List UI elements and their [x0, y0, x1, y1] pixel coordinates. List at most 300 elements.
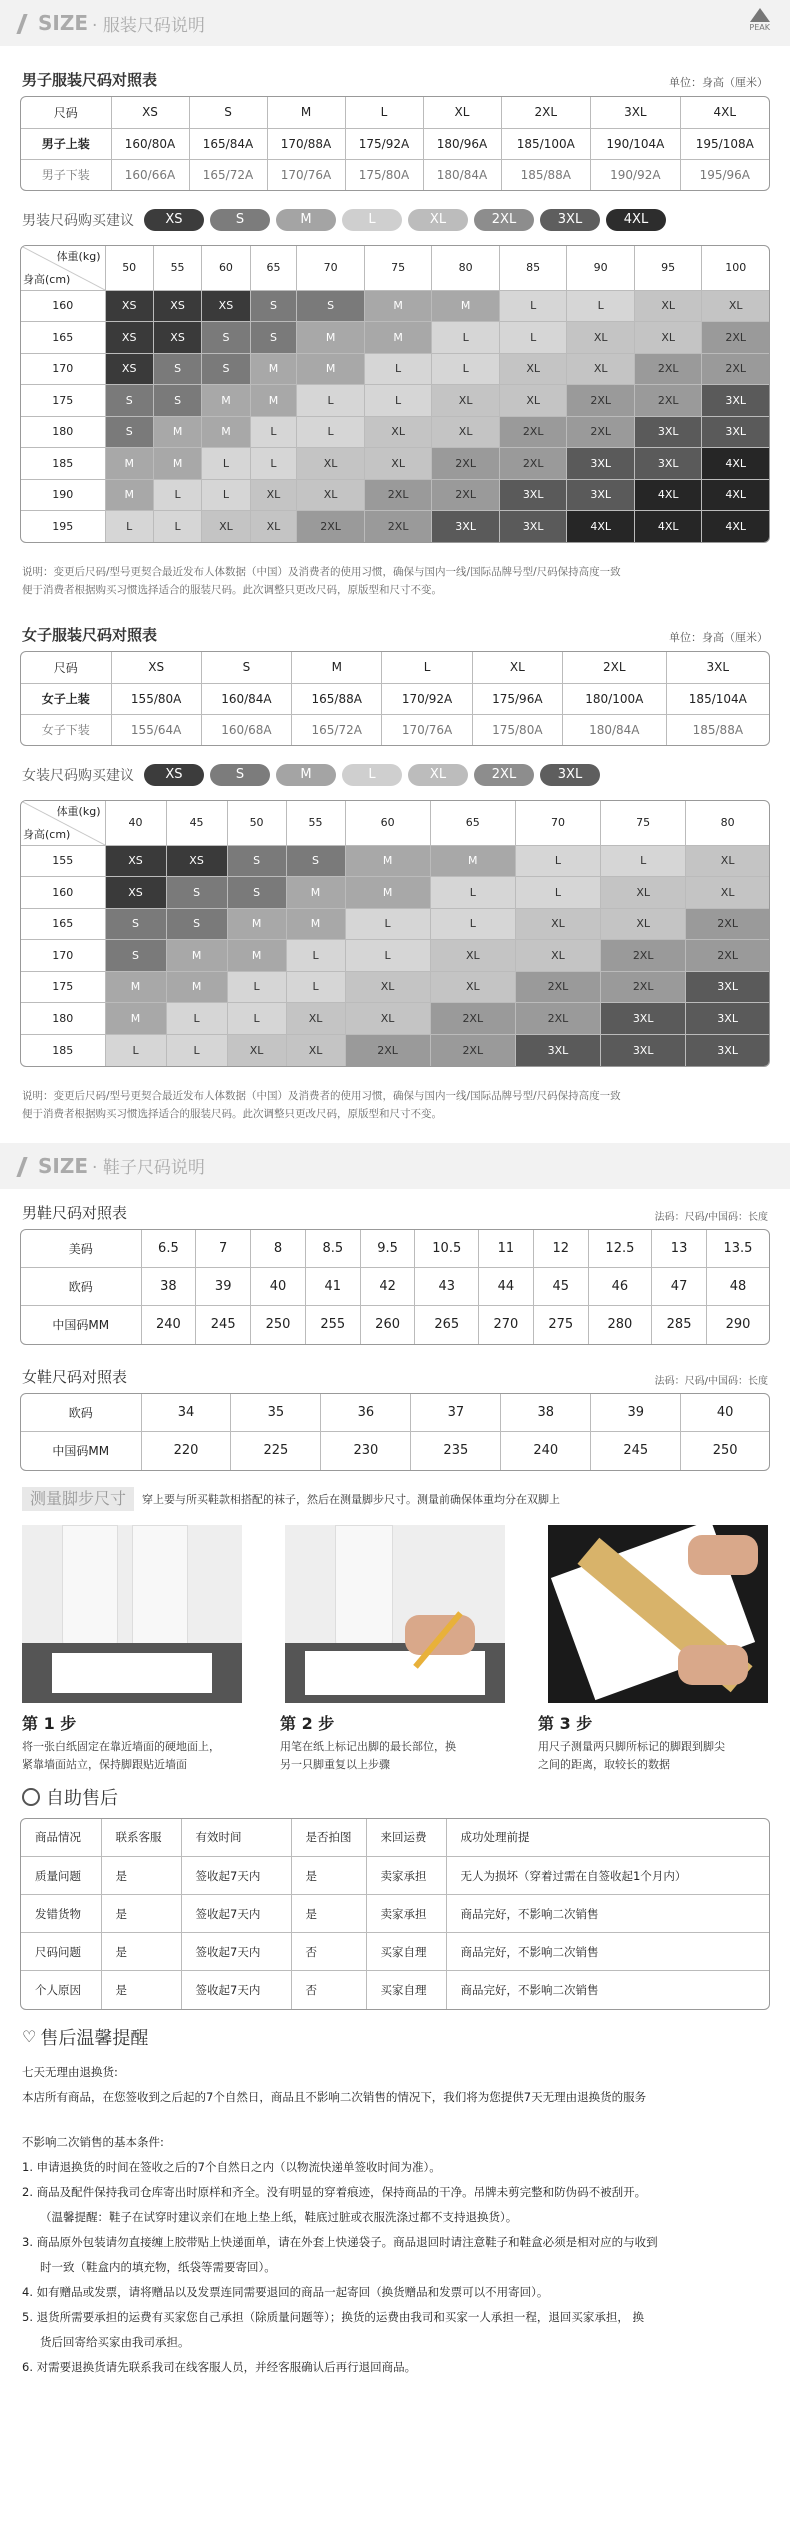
service-cell: 商品完好，不影响二次销售: [446, 1933, 769, 1971]
grid-row: [21, 322, 769, 354]
men-cloth-unit: 单位：身高（厘米）: [669, 76, 768, 89]
table-cell: 195/96A: [680, 159, 769, 190]
height-label: 165: [21, 322, 105, 354]
size-cell: XL: [250, 479, 297, 511]
size-pill-2xl: 2XL: [474, 764, 534, 786]
table-cell: 3XL: [591, 97, 681, 128]
weight-header: 55: [286, 801, 345, 845]
size-pill-xl: XL: [408, 764, 468, 786]
weight-header: 80: [686, 801, 769, 845]
table-cell: 13: [652, 1230, 707, 1268]
men-shoe-unit: 法码：尺码/中国码：长度: [654, 1211, 768, 1223]
tips-item: 货后回寄给买家由我司承担。: [40, 2334, 190, 2349]
table-cell: 245: [591, 1432, 681, 1470]
size-cell: XL: [297, 448, 365, 480]
men-note-line1: 说明：变更后尺码/型号更契合最近发布人体数据（中国）及消费者的使用习惯，确保与国内一线/国际品牌号型/尺码保持高度一致: [22, 566, 621, 578]
table-row: [21, 97, 769, 128]
size-cell: 2XL: [601, 940, 686, 972]
table-cell: 8: [251, 1230, 306, 1268]
size-cell: L: [250, 448, 297, 480]
tips-title: 售后温馨提醒: [40, 2027, 149, 2049]
table-cell: 175/96A: [472, 683, 562, 714]
service-row: [21, 1857, 769, 1895]
size-cell: 2XL: [430, 1034, 515, 1066]
size-cell: 4XL: [634, 479, 702, 511]
women-shoe-unit: 法码：尺码/中国码：长度: [654, 1375, 768, 1387]
table-cell: 230: [321, 1432, 411, 1470]
size-cell: L: [105, 1034, 166, 1066]
step3-photo: [548, 1525, 768, 1703]
size-cell: L: [105, 511, 153, 543]
table-cell: 欧码: [21, 1394, 141, 1432]
size-cell: XL: [567, 353, 635, 385]
table-cell: 36: [321, 1394, 411, 1432]
table-cell: 260: [360, 1306, 415, 1344]
size-cell: M: [250, 385, 297, 417]
size-cell: L: [227, 971, 286, 1003]
men-size-grid: [20, 245, 770, 543]
size-cell: XL: [499, 385, 567, 417]
weight-header: 60: [345, 801, 430, 845]
size-cell: 4XL: [702, 448, 769, 480]
size-cell: L: [345, 908, 430, 940]
banner-title: SIZE: [38, 1153, 89, 1178]
service-header-cell: 有效时间: [181, 1819, 291, 1857]
size-cell: XS: [153, 290, 201, 322]
step1-photo: [22, 1525, 242, 1703]
step1-title: 第 1 步: [22, 1713, 77, 1733]
table-row: [21, 1306, 769, 1344]
size-cell: XL: [515, 908, 600, 940]
service-cell: 是: [101, 1857, 181, 1895]
size-cell: 3XL: [567, 479, 635, 511]
table-cell: 160/66A: [111, 159, 189, 190]
women-legend-label: 女装尺码购买建议: [22, 768, 134, 784]
size-cell: S: [250, 290, 297, 322]
height-label: 185: [21, 1034, 105, 1066]
table-cell: 165/84A: [189, 128, 267, 159]
size-cell: 3XL: [567, 448, 635, 480]
women-note-line2: 便于消费者根据购买习惯选择适合的服装尺码。此次调整只更改尺码，原版型和尺寸不变。: [22, 1107, 442, 1120]
size-cell: 2XL: [702, 353, 769, 385]
size-cell: M: [166, 971, 227, 1003]
table-cell: 235: [411, 1432, 501, 1470]
table-cell: 185/104A: [666, 683, 769, 714]
size-cell: M: [105, 448, 153, 480]
size-cell: 2XL: [515, 971, 600, 1003]
size-cell: 2XL: [634, 385, 702, 417]
table-cell: 男子上装: [21, 128, 111, 159]
height-label: 175: [21, 385, 105, 417]
size-cell: L: [286, 971, 345, 1003]
tips-heading1: 七天无理由退换货:: [22, 2064, 118, 2079]
size-cell: M: [432, 290, 500, 322]
size-cell: L: [364, 385, 432, 417]
weight-header: 95: [634, 246, 702, 290]
size-cell: XL: [202, 511, 250, 543]
table-row: [21, 1394, 769, 1432]
women-cloth-title: 女子服装尺码对照表: [22, 626, 158, 644]
size-pill-xs: XS: [144, 764, 204, 786]
table-cell: S: [189, 97, 267, 128]
women-cloth-unit: 单位：身高（厘米）: [669, 631, 768, 644]
size-cell: 2XL: [601, 971, 686, 1003]
size-cell: 2XL: [686, 908, 769, 940]
size-cell: 2XL: [499, 416, 567, 448]
table-cell: 男子下装: [21, 159, 111, 190]
size-cell: S: [286, 845, 345, 877]
service-cell: 签收起7天内: [181, 1971, 291, 2009]
grid-row: [21, 1003, 769, 1035]
size-cell: 2XL: [686, 940, 769, 972]
table-cell: 175/80A: [472, 714, 562, 745]
service-cell: 签收起7天内: [181, 1895, 291, 1933]
table-cell: 3XL: [666, 652, 769, 683]
service-cell: 是: [101, 1933, 181, 1971]
size-cell: L: [345, 940, 430, 972]
table-cell: 170/92A: [382, 683, 472, 714]
size-cell: 2XL: [345, 1034, 430, 1066]
step2-title: 第 2 步: [280, 1713, 335, 1733]
grid-corner: [21, 801, 105, 845]
size-cell: L: [202, 479, 250, 511]
size-cell: L: [227, 1003, 286, 1035]
size-cell: XL: [515, 940, 600, 972]
men-shoe-title: 男鞋尺码对照表: [22, 1203, 128, 1222]
size-cell: 4XL: [702, 479, 769, 511]
size-cell: M: [364, 322, 432, 354]
men-legend-label: 男装尺码购买建议: [22, 213, 134, 229]
table-row: [21, 128, 769, 159]
service-cell: 卖家承担: [366, 1895, 446, 1933]
service-cell: 签收起7天内: [181, 1933, 291, 1971]
size-cell: XL: [432, 416, 500, 448]
height-label: 160: [21, 877, 105, 909]
table-cell: 11: [479, 1230, 534, 1268]
service-header-cell: 联系客服: [101, 1819, 181, 1857]
size-cell: XL: [430, 940, 515, 972]
tips-item: （温馨提醒：鞋子在试穿时建议亲们在地上垫上纸，鞋底过脏或衣服洗涤过都不支持退换货）。: [40, 2209, 518, 2224]
size-cell: L: [515, 845, 600, 877]
table-cell: 10.5: [415, 1230, 479, 1268]
tips-item: 4. 如有赠品或发票，请将赠品以及发票连同需要退回的商品一起寄回（换货赠品和发票可以不用寄回）。: [22, 2284, 549, 2299]
men-shoe-table: [20, 1229, 770, 1345]
table-cell: 47: [652, 1268, 707, 1306]
service-header-cell: 成功处理前提: [446, 1819, 769, 1857]
size-cell: XS: [202, 290, 250, 322]
weight-header: 90: [567, 246, 635, 290]
table-cell: 42: [360, 1268, 415, 1306]
table-cell: 285: [652, 1306, 707, 1344]
service-cell: 是: [101, 1971, 181, 2009]
size-cell: 4XL: [634, 511, 702, 543]
size-cell: 4XL: [567, 511, 635, 543]
women-size-legend: [0, 760, 790, 790]
size-cell: 2XL: [515, 1003, 600, 1035]
tips-para1: 本店所有商品，在您签收到之后起的7个自然日，商品且不影响二次销售的情况下，我们将为您提供7天无理由退换货的服务: [22, 2089, 647, 2104]
grid-row: [21, 877, 769, 909]
grid-row: [21, 845, 769, 877]
table-cell: 43: [415, 1268, 479, 1306]
size-cell: M: [105, 1003, 166, 1035]
size-cell: XL: [345, 1003, 430, 1035]
table-cell: XL: [423, 97, 501, 128]
size-cell: XS: [105, 322, 153, 354]
size-cell: XL: [702, 290, 769, 322]
size-cell: XS: [153, 322, 201, 354]
size-pill-xl: XL: [408, 209, 468, 231]
size-cell: S: [166, 877, 227, 909]
table-cell: 40: [681, 1394, 769, 1432]
size-cell: S: [250, 322, 297, 354]
grid-header-row: [21, 246, 769, 290]
table-cell: 275: [533, 1306, 588, 1344]
table-row: [21, 683, 769, 714]
table-cell: 44: [479, 1268, 534, 1306]
size-pill-xs: XS: [144, 209, 204, 231]
height-label: 155: [21, 845, 105, 877]
size-cell: M: [227, 940, 286, 972]
weight-header: 50: [227, 801, 286, 845]
table-cell: 225: [231, 1432, 321, 1470]
service-cell: 买家自理: [366, 1971, 446, 2009]
size-cell: L: [153, 511, 201, 543]
grid-row: [21, 940, 769, 972]
size-cell: XL: [345, 971, 430, 1003]
size-cell: XL: [686, 877, 769, 909]
size-pill-l: L: [342, 764, 402, 786]
grid-row: [21, 290, 769, 322]
size-cell: M: [250, 353, 297, 385]
size-cell: M: [227, 908, 286, 940]
table-cell: 女子下装: [21, 714, 111, 745]
weight-header: 100: [702, 246, 769, 290]
step1-desc1: 将一张白纸固定在靠近墙面的硬地面上，: [22, 1739, 220, 1753]
grid-header-row: [21, 801, 769, 845]
weight-header: 75: [364, 246, 432, 290]
table-cell: 女子上装: [21, 683, 111, 714]
step1-desc2: 紧靠墙面站立，保持脚跟贴近墙面: [22, 1757, 187, 1771]
size-cell: L: [202, 448, 250, 480]
step3-desc2: 之间的距离，取较长的数据: [538, 1757, 670, 1771]
size-pill-s: S: [210, 764, 270, 786]
service-header-cell: 商品情况: [21, 1819, 101, 1857]
table-cell: 12.5: [588, 1230, 652, 1268]
size-cell: M: [345, 845, 430, 877]
lightbulb-icon: ♡: [22, 2027, 37, 2046]
size-cell: M: [297, 322, 365, 354]
size-cell: XL: [286, 1034, 345, 1066]
size-cell: L: [297, 416, 365, 448]
height-label: 195: [21, 511, 105, 543]
grid-corner: [21, 246, 105, 290]
table-cell: 尺码: [21, 652, 111, 683]
table-cell: 12: [533, 1230, 588, 1268]
table-cell: 180/84A: [562, 714, 666, 745]
table-cell: 195/108A: [680, 128, 769, 159]
height-label: 160: [21, 290, 105, 322]
size-cell: S: [202, 353, 250, 385]
size-cell: 2XL: [364, 479, 432, 511]
table-row: [21, 159, 769, 190]
size-cell: XL: [601, 877, 686, 909]
section-banner-shoes: [0, 1143, 790, 1189]
service-cell: 个人原因: [21, 1971, 101, 2009]
service-table: [20, 1818, 770, 2010]
table-cell: 2XL: [501, 97, 591, 128]
step2-desc2: 另一只脚重复以上步骤: [280, 1757, 390, 1771]
table-row: [21, 652, 769, 683]
table-cell: 165/88A: [292, 683, 382, 714]
size-cell: 2XL: [430, 1003, 515, 1035]
size-cell: XL: [364, 448, 432, 480]
height-label: 180: [21, 416, 105, 448]
size-pill-4xl: 4XL: [606, 209, 666, 231]
table-cell: XL: [472, 652, 562, 683]
weight-header: 50: [105, 246, 153, 290]
men-note-line2: 便于消费者根据购买习惯选择适合的服装尺码。此次调整只更改尺码，原版型和尺寸不变。: [22, 584, 442, 596]
size-cell: M: [286, 908, 345, 940]
table-cell: 170/88A: [267, 128, 345, 159]
table-cell: 240: [501, 1432, 591, 1470]
service-row: [21, 1933, 769, 1971]
tips-item: 3. 商品原外包装请勿直接缠上胶带贴上快递面单，请在外套上快递袋子。商品退回时请注意鞋子和鞋盒必须是相对应的与收到: [22, 2234, 658, 2249]
size-cell: S: [202, 322, 250, 354]
measure-desc: 穿上要与所买鞋款相搭配的袜子，然后在测量脚步尺寸。测量前确保体重均分在双脚上: [142, 1492, 561, 1506]
service-cell: 否: [291, 1933, 366, 1971]
table-cell: XS: [111, 97, 189, 128]
size-cell: S: [227, 845, 286, 877]
table-cell: 38: [501, 1394, 591, 1432]
size-cell: M: [430, 845, 515, 877]
table-cell: 48: [706, 1268, 769, 1306]
size-cell: M: [297, 353, 365, 385]
size-cell: 3XL: [686, 1034, 769, 1066]
table-cell: 155/64A: [111, 714, 201, 745]
service-header-cell: 来回运费: [366, 1819, 446, 1857]
size-cell: XS: [105, 845, 166, 877]
size-cell: 2XL: [432, 448, 500, 480]
size-pill-2xl: 2XL: [474, 209, 534, 231]
size-cell: M: [202, 385, 250, 417]
table-cell: 39: [591, 1394, 681, 1432]
table-cell: 165/72A: [292, 714, 382, 745]
size-cell: S: [227, 877, 286, 909]
grid-row: [21, 416, 769, 448]
weight-header: 60: [202, 246, 250, 290]
weight-header: 65: [430, 801, 515, 845]
size-cell: M: [105, 971, 166, 1003]
size-cell: XL: [567, 322, 635, 354]
service-cell: 尺码问题: [21, 1933, 101, 1971]
grid-row: [21, 908, 769, 940]
size-cell: 2XL: [567, 416, 635, 448]
women-note-line1: 说明：变更后尺码/型号更契合最近发布人体数据（中国）及消费者的使用习惯，确保与国内一线/国际品牌号型/尺码保持高度一致: [22, 1089, 621, 1102]
table-cell: 40: [251, 1268, 306, 1306]
service-header-row: [21, 1819, 769, 1857]
table-cell: 190/104A: [591, 128, 681, 159]
tips-item: 6. 对需要退换货请先联系我司在线客服人员，并经客服确认后再行退回商品。: [22, 2359, 417, 2374]
table-cell: L: [345, 97, 423, 128]
service-cell: 卖家承担: [366, 1857, 446, 1895]
size-cell: 3XL: [499, 511, 567, 543]
slash-icon: [14, 1157, 32, 1175]
size-cell: 4XL: [702, 511, 769, 543]
weight-header: 40: [105, 801, 166, 845]
men-cloth-title: 男子服装尺码对照表: [22, 71, 158, 89]
service-cell: 无人为损坏（穿着过需在自签收起1个月内）: [446, 1857, 769, 1895]
size-cell: XL: [286, 1003, 345, 1035]
women-shoe-title: 女鞋尺码对照表: [22, 1367, 128, 1386]
size-cell: L: [153, 479, 201, 511]
table-cell: 38: [141, 1268, 196, 1306]
size-cell: L: [567, 290, 635, 322]
size-cell: XL: [601, 908, 686, 940]
size-cell: L: [297, 385, 365, 417]
size-cell: S: [105, 940, 166, 972]
size-cell: S: [153, 353, 201, 385]
table-cell: 265: [415, 1306, 479, 1344]
size-pill-m: M: [276, 209, 336, 231]
corner-height-label: 身高(cm): [23, 827, 71, 841]
size-cell: L: [286, 940, 345, 972]
step3-title: 第 3 步: [538, 1713, 593, 1733]
weight-header: 55: [153, 246, 201, 290]
size-cell: 2XL: [432, 479, 500, 511]
table-cell: 155/80A: [111, 683, 201, 714]
service-cell: 买家自理: [366, 1933, 446, 1971]
size-cell: M: [153, 416, 201, 448]
size-cell: XL: [634, 322, 702, 354]
step2-photo: [285, 1525, 505, 1703]
table-cell: M: [292, 652, 382, 683]
table-cell: 39: [196, 1268, 251, 1306]
size-cell: 2XL: [364, 511, 432, 543]
size-cell: 3XL: [601, 1003, 686, 1035]
size-cell: S: [105, 385, 153, 417]
height-label: 170: [21, 940, 105, 972]
service-cell: 质量问题: [21, 1857, 101, 1895]
size-cell: L: [432, 322, 500, 354]
size-cell: M: [166, 940, 227, 972]
weight-header: 45: [166, 801, 227, 845]
size-cell: XL: [686, 845, 769, 877]
size-cell: 3XL: [499, 479, 567, 511]
service-cell: 否: [291, 1971, 366, 2009]
table-cell: 185/100A: [501, 128, 591, 159]
size-cell: L: [432, 353, 500, 385]
size-cell: L: [166, 1003, 227, 1035]
height-label: 190: [21, 479, 105, 511]
grid-row: [21, 385, 769, 417]
table-cell: 175/80A: [345, 159, 423, 190]
size-cell: 3XL: [601, 1034, 686, 1066]
size-cell: 3XL: [702, 416, 769, 448]
size-cell: XL: [430, 971, 515, 1003]
banner-title: SIZE: [38, 11, 89, 35]
size-cell: L: [250, 416, 297, 448]
weight-header: 85: [499, 246, 567, 290]
size-cell: M: [364, 290, 432, 322]
service-icon: [22, 1788, 40, 1806]
service-title: 自助售后: [46, 1787, 118, 1809]
size-cell: L: [364, 353, 432, 385]
table-cell: 280: [588, 1306, 652, 1344]
table-cell: L: [382, 652, 472, 683]
size-cell: S: [153, 385, 201, 417]
weight-header: 75: [601, 801, 686, 845]
table-cell: 185/88A: [501, 159, 591, 190]
